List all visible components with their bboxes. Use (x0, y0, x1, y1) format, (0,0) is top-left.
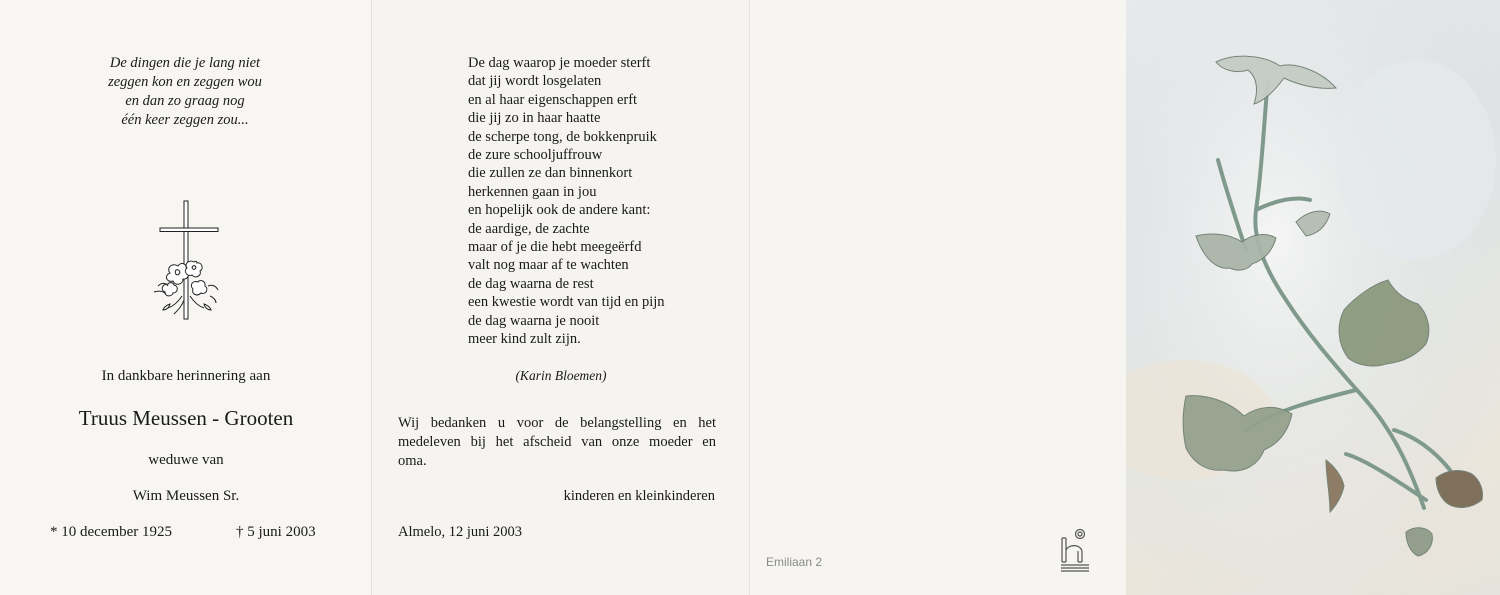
poem-line: de dag waarna de rest (468, 275, 594, 292)
middle-panel (372, 0, 750, 595)
ivy-branch-illustration (1126, 0, 1500, 595)
poem-line: dat jij wordt losgelaten (468, 73, 602, 90)
verse-line: zeggen kon en zeggen wou (108, 74, 262, 90)
poem-line: meer kind zult zijn. (468, 331, 581, 348)
verse-line: één keer zeggen zou... (121, 112, 249, 128)
thank-you-text (398, 414, 716, 471)
cross-with-roses-icon (148, 200, 226, 324)
poem (468, 54, 665, 349)
design-code: Emiliaan 2 (766, 555, 823, 569)
poem-line: maar of je die hebt meegeërfd (468, 239, 642, 256)
left-panel (0, 0, 372, 595)
poem-line: de scherpe tong, de bokkenpruik (468, 128, 657, 145)
poem-line: de dag waarna je nooit (468, 312, 600, 329)
poem-line: en hopelijk ook de andere kant: (468, 202, 651, 219)
poem-line: De dag waarop je moeder sterft (468, 55, 651, 71)
poem-line: en al haar eigenschappen erft (468, 91, 638, 108)
poem-line: de zure schooljuffrouw (468, 147, 603, 164)
deceased-name: Truus Meussen - Grooten (78, 406, 294, 430)
death-date: † 5 juni 2003 (236, 524, 316, 540)
back-panel (750, 0, 1126, 595)
poem-line: een kwestie wordt van tijd en pijn (468, 294, 665, 311)
spouse-name: Wim Meussen Sr. (132, 488, 240, 504)
thanks-line: Wij bedanken u voor de belangstelling en het (398, 415, 716, 431)
verse-line: en dan zo graag nog (125, 93, 245, 109)
poem-line: herkennen gaan in jou (468, 183, 597, 200)
printer-logo-icon (1058, 528, 1092, 574)
thanks-line: oma. (398, 453, 427, 469)
poem-author: (Karin Bloemen) (515, 368, 607, 383)
thanks-line: medeleven bij het afscheid van onze moeder en (398, 434, 716, 450)
poem-line: die zullen ze dan binnenkort (468, 165, 633, 182)
poem-line: die jij zo in haar haatte (468, 110, 601, 127)
opening-verse (80, 54, 290, 130)
poem-line: valt nog maar af te wachten (468, 257, 629, 274)
poem-line: de aardige, de zachte (468, 220, 590, 237)
birth-date: * 10 december 1925 (50, 524, 173, 540)
place-date: Almelo, 12 juni 2003 (398, 524, 523, 540)
signature: kinderen en kleinkinderen (563, 488, 715, 504)
verse-line: De dingen die je lang niet (109, 55, 261, 71)
ivy-illustration-panel (1126, 0, 1500, 595)
widow-of-line: weduwe van (148, 452, 224, 468)
remembrance-line: In dankbare herinnering aan (101, 368, 271, 384)
